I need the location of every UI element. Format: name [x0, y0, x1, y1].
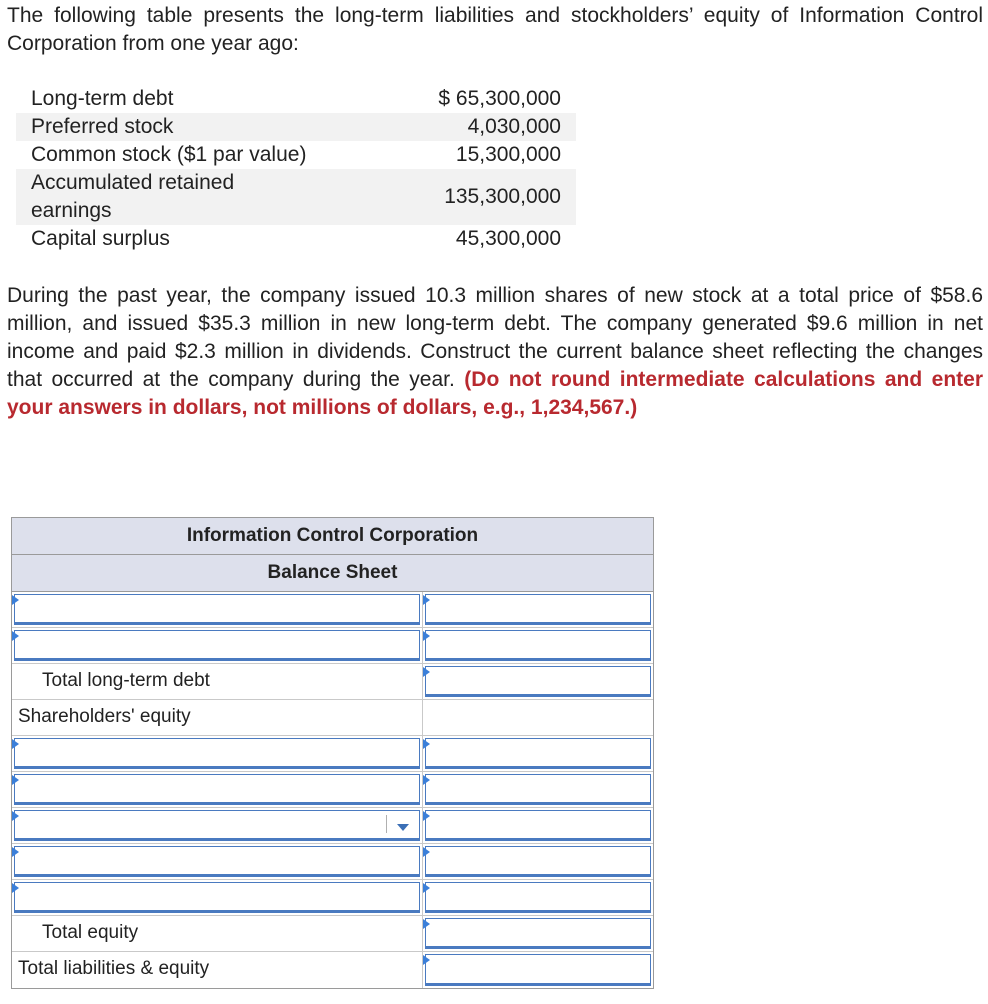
flag-icon: [12, 883, 19, 893]
debt-label-input-2[interactable]: [14, 630, 420, 661]
flag-icon: [423, 775, 430, 785]
shareholders-equity-row: [12, 700, 653, 736]
intro-paragraph: [7, 2, 983, 58]
chevron-down-icon[interactable]: [397, 824, 409, 831]
instruction-note: (Do not round intermediate calculations and enter your answers in dollars, not millions of dollars, e.g., 1,234,567.): [7, 368, 983, 419]
intro-text: The following table presents the long-term liabilities and stockholders’ equity of Information Control Corporation from one year ago:: [7, 4, 983, 55]
equity-amount-input-5[interactable]: [425, 882, 651, 913]
flag-icon: [12, 631, 19, 641]
flag-icon: [12, 595, 19, 605]
equity-row-5: [12, 880, 653, 916]
total-equity-input[interactable]: [425, 918, 651, 949]
debt-amount-input-2[interactable]: [425, 630, 651, 661]
flag-icon: [423, 631, 430, 641]
flag-icon: [423, 847, 430, 857]
debt-label-input-1[interactable]: [14, 594, 420, 625]
given-value: 45,300,000: [455, 227, 561, 250]
given-row-preferred-stock: [16, 113, 576, 141]
equity-amount-input-1[interactable]: [425, 738, 651, 769]
flag-icon: [12, 739, 19, 749]
flag-icon: [12, 811, 19, 821]
total-long-term-debt-row: [12, 664, 653, 700]
equity-row-3: [12, 808, 653, 844]
total-liabilities-equity-input[interactable]: [425, 954, 651, 986]
given-data-table: [16, 85, 576, 253]
given-row-retained-earnings: [16, 169, 576, 225]
equity-row-4: [12, 844, 653, 880]
total-equity-label: Total equity: [42, 922, 139, 943]
equity-amount-input-4[interactable]: [425, 846, 651, 877]
flag-icon: [12, 775, 19, 785]
select-divider: [386, 815, 387, 833]
debt-amount-input-1[interactable]: [425, 594, 651, 625]
equity-amount-input-2[interactable]: [425, 774, 651, 805]
total-long-term-debt-input[interactable]: [425, 666, 651, 697]
flag-icon: [423, 883, 430, 893]
flag-icon: [423, 811, 430, 821]
debt-row-2: [12, 628, 653, 664]
debt-row-1: [12, 592, 653, 628]
flag-icon: [423, 739, 430, 749]
shareholders-equity-label: Shareholders' equity: [18, 706, 191, 727]
total-liabilities-equity-row: [12, 952, 653, 988]
equity-row-2: [12, 772, 653, 808]
company-name: Information Control Corporation: [186, 525, 479, 546]
equity-label-input-2[interactable]: [14, 774, 420, 805]
equity-label-input-4[interactable]: [14, 846, 420, 877]
problem-text: During the past year, the company issued 10.3 million shares of new stock at a total price of $58.6 million, and issued $35.3 million in new long-term debt. The company generated $9.6 million in net income and paid $2.3 million in dividends. Construct the current balance sheet reflecting the changes that occurred at the company during the year.: [7, 284, 983, 391]
given-value: $ 65,300,000: [438, 87, 561, 110]
total-liabilities-equity-label: Total liabilities & equity: [18, 958, 210, 979]
flag-icon: [423, 667, 430, 677]
flag-icon: [12, 847, 19, 857]
company-name-header: [12, 518, 653, 555]
problem-paragraph: [7, 282, 983, 422]
given-row-capital-surplus: [16, 225, 576, 253]
flag-icon: [423, 919, 430, 929]
equity-label-select-3[interactable]: [14, 810, 420, 841]
given-value: 15,300,000: [455, 143, 561, 166]
balance-sheet-title-header: [12, 555, 653, 592]
balance-sheet: [11, 517, 654, 989]
given-label: Capital surplus: [31, 227, 170, 250]
equity-label-input-1[interactable]: [14, 738, 420, 769]
flag-icon: [423, 595, 430, 605]
given-label: Common stock ($1 par value): [31, 143, 307, 166]
given-row-common-stock: [16, 141, 576, 169]
given-value: 135,300,000: [376, 169, 576, 225]
equity-amount-input-3[interactable]: [425, 810, 651, 841]
given-label: Preferred stock: [16, 113, 376, 141]
given-label: Long-term debt: [31, 87, 174, 110]
given-value: 4,030,000: [376, 113, 576, 141]
total-long-term-debt-label: Total long-term debt: [42, 670, 210, 691]
equity-row-1: [12, 736, 653, 772]
equity-label-input-5[interactable]: [14, 882, 420, 913]
given-label: Accumulated retained earnings: [16, 169, 376, 225]
balance-sheet-title: Balance Sheet: [267, 562, 398, 583]
flag-icon: [423, 955, 430, 965]
given-row-long-term-debt: [16, 85, 576, 113]
total-equity-row: [12, 916, 653, 952]
